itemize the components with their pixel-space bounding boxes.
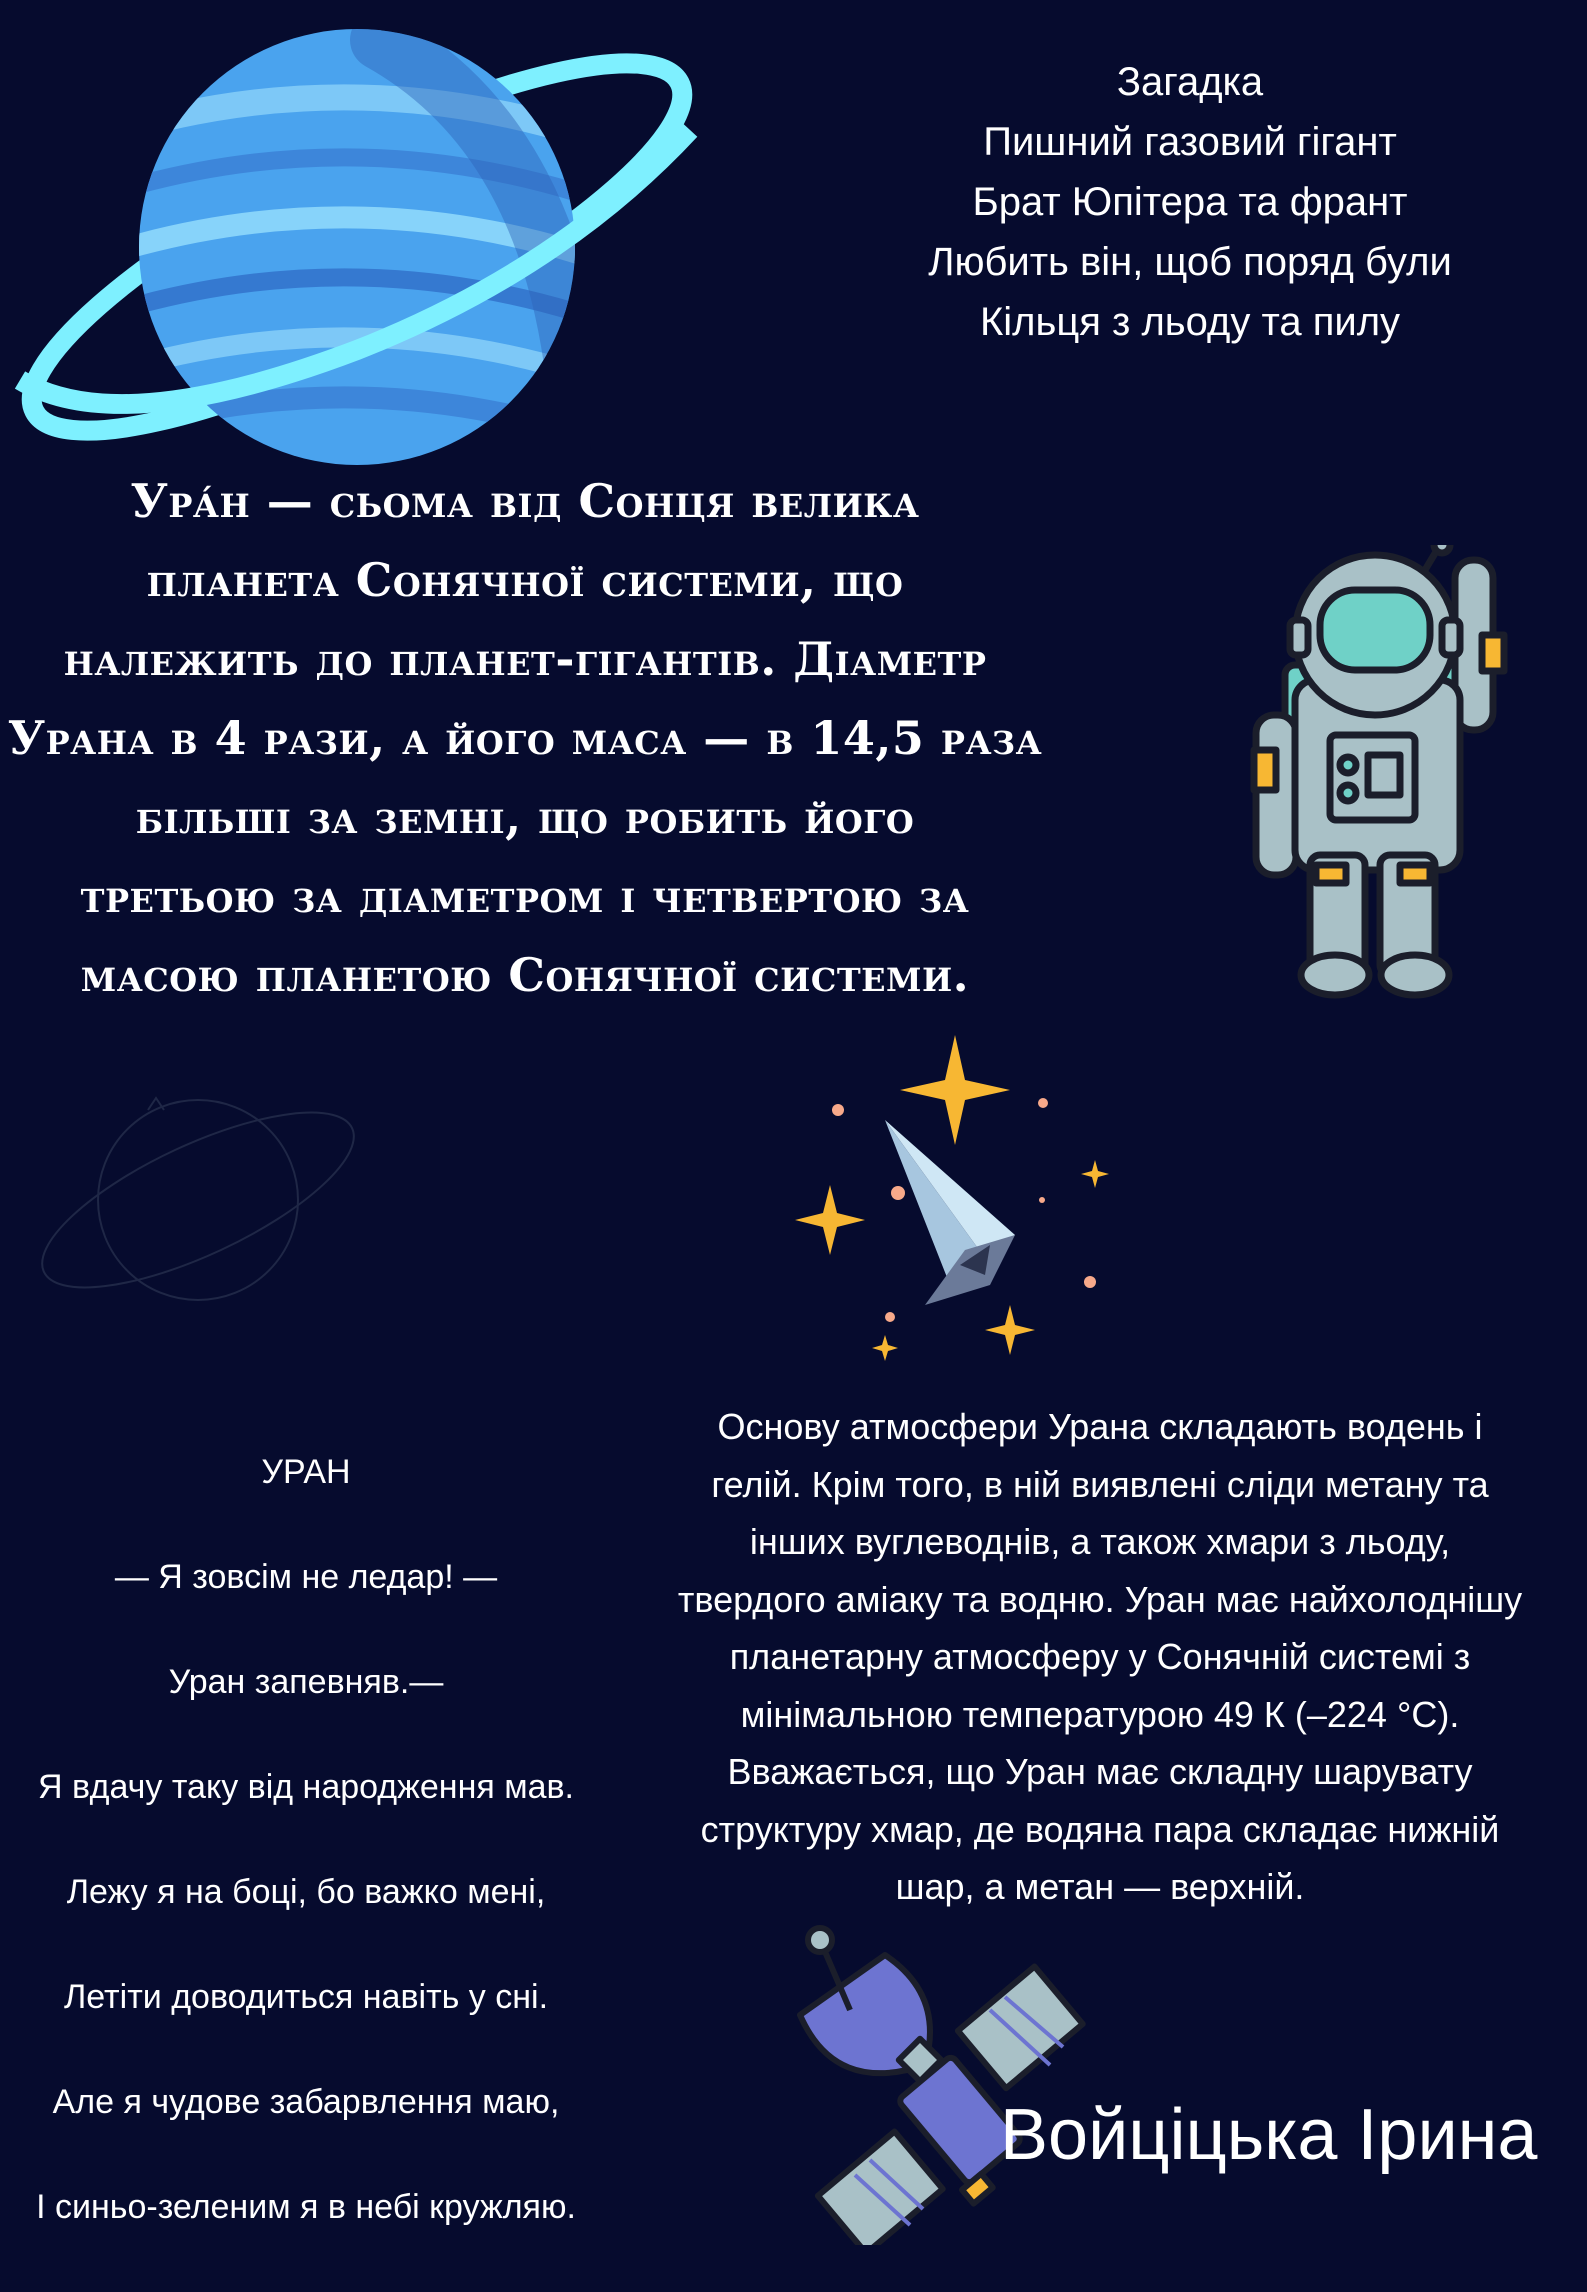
atmo-line: структуру хмар, де водяна пара складає нижній: [700, 1808, 1500, 1850]
riddle-line: Пишний газовий гігант: [983, 120, 1397, 164]
poem-line: Лежу я на боці, бо важко мені,: [66, 1873, 546, 1911]
atmo-line: планетарну атмосферу у Сонячній системі з: [729, 1636, 1471, 1677]
satellite-icon: [795, 1925, 1115, 2245]
atmo-line: шар, а метан — верхній.: [895, 1866, 1305, 1907]
poem-line: Уран запевняв.—: [168, 1663, 444, 1701]
riddle-line: Загадка: [1116, 60, 1264, 104]
atmo-line: гелій. Крім того, в ній виявлені сліди метану та: [711, 1463, 1489, 1505]
main-line: масою планетою Сонячної системи.: [80, 948, 970, 1002]
riddle-text: [860, 52, 1520, 352]
faint-planet-icon: [38, 1070, 358, 1320]
poem: [0, 1452, 612, 2292]
main-line: планета Сонячної системи, що: [146, 553, 904, 607]
poem-title: УРАН: [261, 1453, 351, 1491]
atmo-line: Основу атмосфери Урана складають водень і: [717, 1406, 1483, 1447]
uranus-planet-icon: [0, 20, 720, 470]
atmo-line: твердого аміаку та водню. Уран має найхолоднішу: [677, 1578, 1523, 1620]
poem-line: Летіти доводиться навіть у сні.: [63, 1978, 549, 2016]
atmo-line: інших вуглеводнів, а також хмари з льоду,: [749, 1521, 1451, 1562]
riddle-line: Любить він, щоб поряд були: [928, 240, 1452, 284]
poem-line: І синьо-зеленим я в небі кружляю.: [36, 2188, 576, 2226]
astronaut-icon: [1250, 545, 1520, 1005]
poem-line: — Я зовсім не ледар! —: [114, 1558, 498, 1596]
poem-line: Я вдачу таку від народження мав.: [38, 1768, 574, 1806]
main-line: належить до планет-гігантів. Діаметр: [63, 632, 987, 686]
atmo-line: мінімальною температурою 49 К (–224 °C).: [740, 1693, 1460, 1735]
main-description: [0, 462, 1050, 1015]
riddle-line: Кільця з льоду та пилу: [979, 300, 1401, 344]
atmosphere-description: [610, 1398, 1587, 1916]
main-line: третьою за діаметром і четвертою за: [80, 869, 970, 923]
atmo-line: Вважається, що Уран має складну шарувату: [727, 1751, 1473, 1792]
main-line: Ура́н — сьома від Сонця велика: [130, 474, 920, 528]
riddle-line: Брат Юпітера та франт: [972, 180, 1408, 224]
main-line: більші за земні, що робить його: [135, 790, 915, 844]
author-name: Войціцька Ірина: [1000, 2095, 1538, 2175]
rocket-icon: [790, 1035, 1120, 1375]
poem-line: Але я чудове забарвлення маю,: [52, 2083, 560, 2121]
main-line: Урана в 4 рази, а його маса — в 14,5 раза: [7, 711, 1043, 765]
